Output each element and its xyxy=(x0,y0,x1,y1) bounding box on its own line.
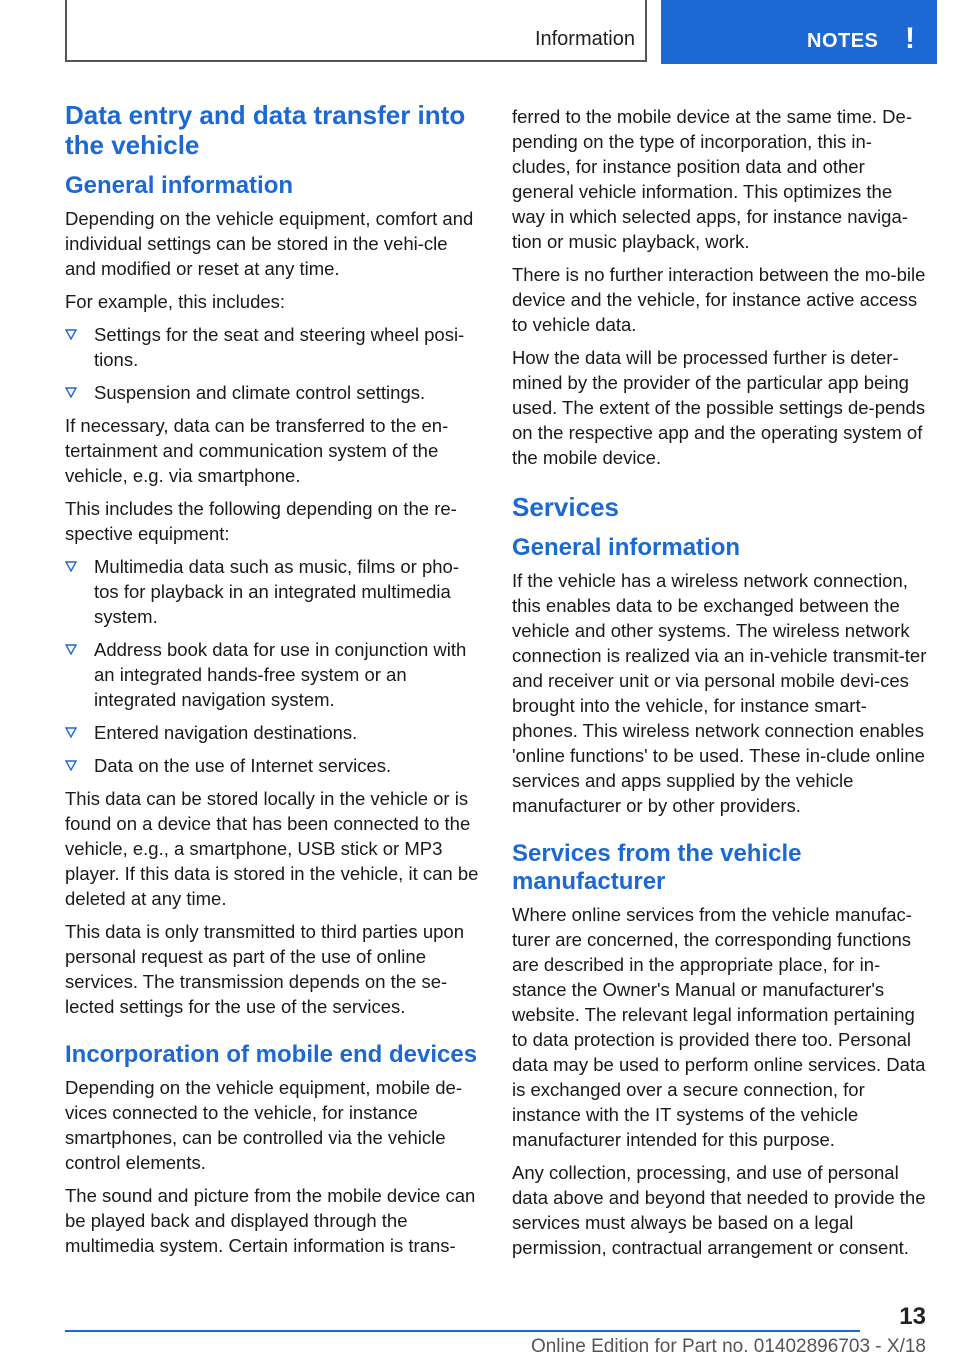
paragraph: This data can be stored locally in the vehicle or is found on a device that has been connected to the vehicle, e.g., a smartphone, USB stick or MP3 player. If this data is stored in the vehicle, it can be deleted at any time. xyxy=(65,788,479,909)
notes-tab[interactable] xyxy=(661,0,937,64)
paragraph: If the vehicle has a wireless network connection, this enables data to be exchanged between the vehicle and other systems. The wireless network connection is realized via an in-vehicle transmit‐ter and receiver unit or via personal mobile devi‐ces brought into the vehicle, for instance smart‐phones. This wireless network connection enables 'online functions' to be used. These in‐clude online services and apps supplied by the vehicle manufacturer or by other providers. xyxy=(512,570,927,816)
triangle-bullet-icon xyxy=(65,329,77,340)
paragraph: The sound and picture from the mobile device can be played back and displayed through the multimedia system. Certain information is trans‐ xyxy=(65,1185,476,1256)
list-item xyxy=(65,637,483,712)
list-item xyxy=(65,380,483,405)
heading-manufacturer-services: Services from the vehicle manufacturer xyxy=(512,840,802,895)
right-column xyxy=(512,104,930,1268)
page-number: 13 xyxy=(899,1303,926,1330)
paragraph: For example, this includes: xyxy=(65,291,286,312)
paragraph: ferred to the mobile device at the same time. De‐pending on the type of incorporation, this in‐cludes, for instance position data and other general vehicle information. This optimizes the way in which selected apps, for instance naviga‐tion or music playback, work. xyxy=(512,106,912,252)
paragraph: This includes the following depending on the re‐spective equipment: xyxy=(65,498,457,544)
footer-edition: Online Edition for Part no. 01402896703 - X/18 xyxy=(530,1336,926,1357)
paragraph: Depending on the vehicle equipment, comfort and individual settings can be stored in the vehi‐cle and modified or reset at any time. xyxy=(65,208,474,279)
list-item-text: Address book data for use in conjunction with an integrated hands-free system or an integrated navigation system. xyxy=(94,639,467,710)
bullet-list xyxy=(65,322,483,405)
heading-mobile-devices: Incorporation of mobile end devices xyxy=(65,1041,478,1068)
heading-data-entry: Data entry and data transfer into the vehicle xyxy=(65,100,466,160)
triangle-bullet-icon xyxy=(65,561,77,572)
list-item xyxy=(65,322,483,372)
paragraph: There is no further interaction between the mo‐bile device and the vehicle, for instance active access to vehicle data. xyxy=(512,264,926,335)
paragraph: Where online services from the vehicle manufac‐turer are concerned, the corresponding functions are described in the appropriate place, for in‐stance the Owner's Manual or manufacturer's website. The relevant legal information pertaining to data protection is provided there too. Personal data may be used to perform online services. Data is exchanged over a secure connection, for instance with the IT systems of the vehicle manufacturer intended for this purpose. xyxy=(512,904,926,1150)
list-item-text: Entered navigation destinations. xyxy=(94,722,358,743)
triangle-bullet-icon xyxy=(65,727,77,738)
section-title: Information xyxy=(534,28,635,50)
list-item xyxy=(65,720,483,745)
paragraph: Depending on the vehicle equipment, mobile de‐vices connected to the vehicle, for instance smartphones, can be controlled via the vehicle control elements. xyxy=(65,1077,462,1173)
list-item-text: Data on the use of Internet services. xyxy=(94,755,392,776)
paragraph: How the data will be processed further is deter‐mined by the provider of the particular app being used. The extent of the possible settings de‐pends on the respective app and the operating system of the mobile device. xyxy=(512,347,926,468)
list-item-text: Settings for the seat and steering wheel posi‐tions. xyxy=(94,324,465,370)
triangle-bullet-icon xyxy=(65,387,77,398)
paragraph: If necessary, data can be transferred to the en‐tertainment and communication system of the vehicle, e.g. via smartphone. xyxy=(65,415,449,486)
triangle-bullet-icon xyxy=(65,644,77,655)
heading-general-information: General information xyxy=(512,534,741,561)
left-column xyxy=(65,100,483,1266)
heading-general-information: General information xyxy=(65,172,294,199)
list-item xyxy=(65,753,483,778)
bullet-list xyxy=(65,554,483,778)
footer-divider xyxy=(65,1330,860,1332)
paragraph: Any collection, processing, and use of personal data above and beyond that needed to provide the services must always be based on a legal permission, contractual arrangement or consent. xyxy=(512,1162,926,1258)
list-item xyxy=(65,554,483,629)
list-item-text: Suspension and climate control settings. xyxy=(94,382,426,403)
exclamation-icon: ! xyxy=(905,22,915,55)
list-item-text: Multimedia data such as music, films or pho‐tos for playback in an integrated multimedia system. xyxy=(94,556,459,627)
triangle-bullet-icon xyxy=(65,760,77,771)
notes-tab-label: NOTES xyxy=(807,30,879,52)
paragraph: This data is only transmitted to third parties upon personal request as part of the use of online services. The transmission depends on the se‐lected settings for the use of the services. xyxy=(65,921,464,1017)
heading-services: Services xyxy=(512,492,619,522)
